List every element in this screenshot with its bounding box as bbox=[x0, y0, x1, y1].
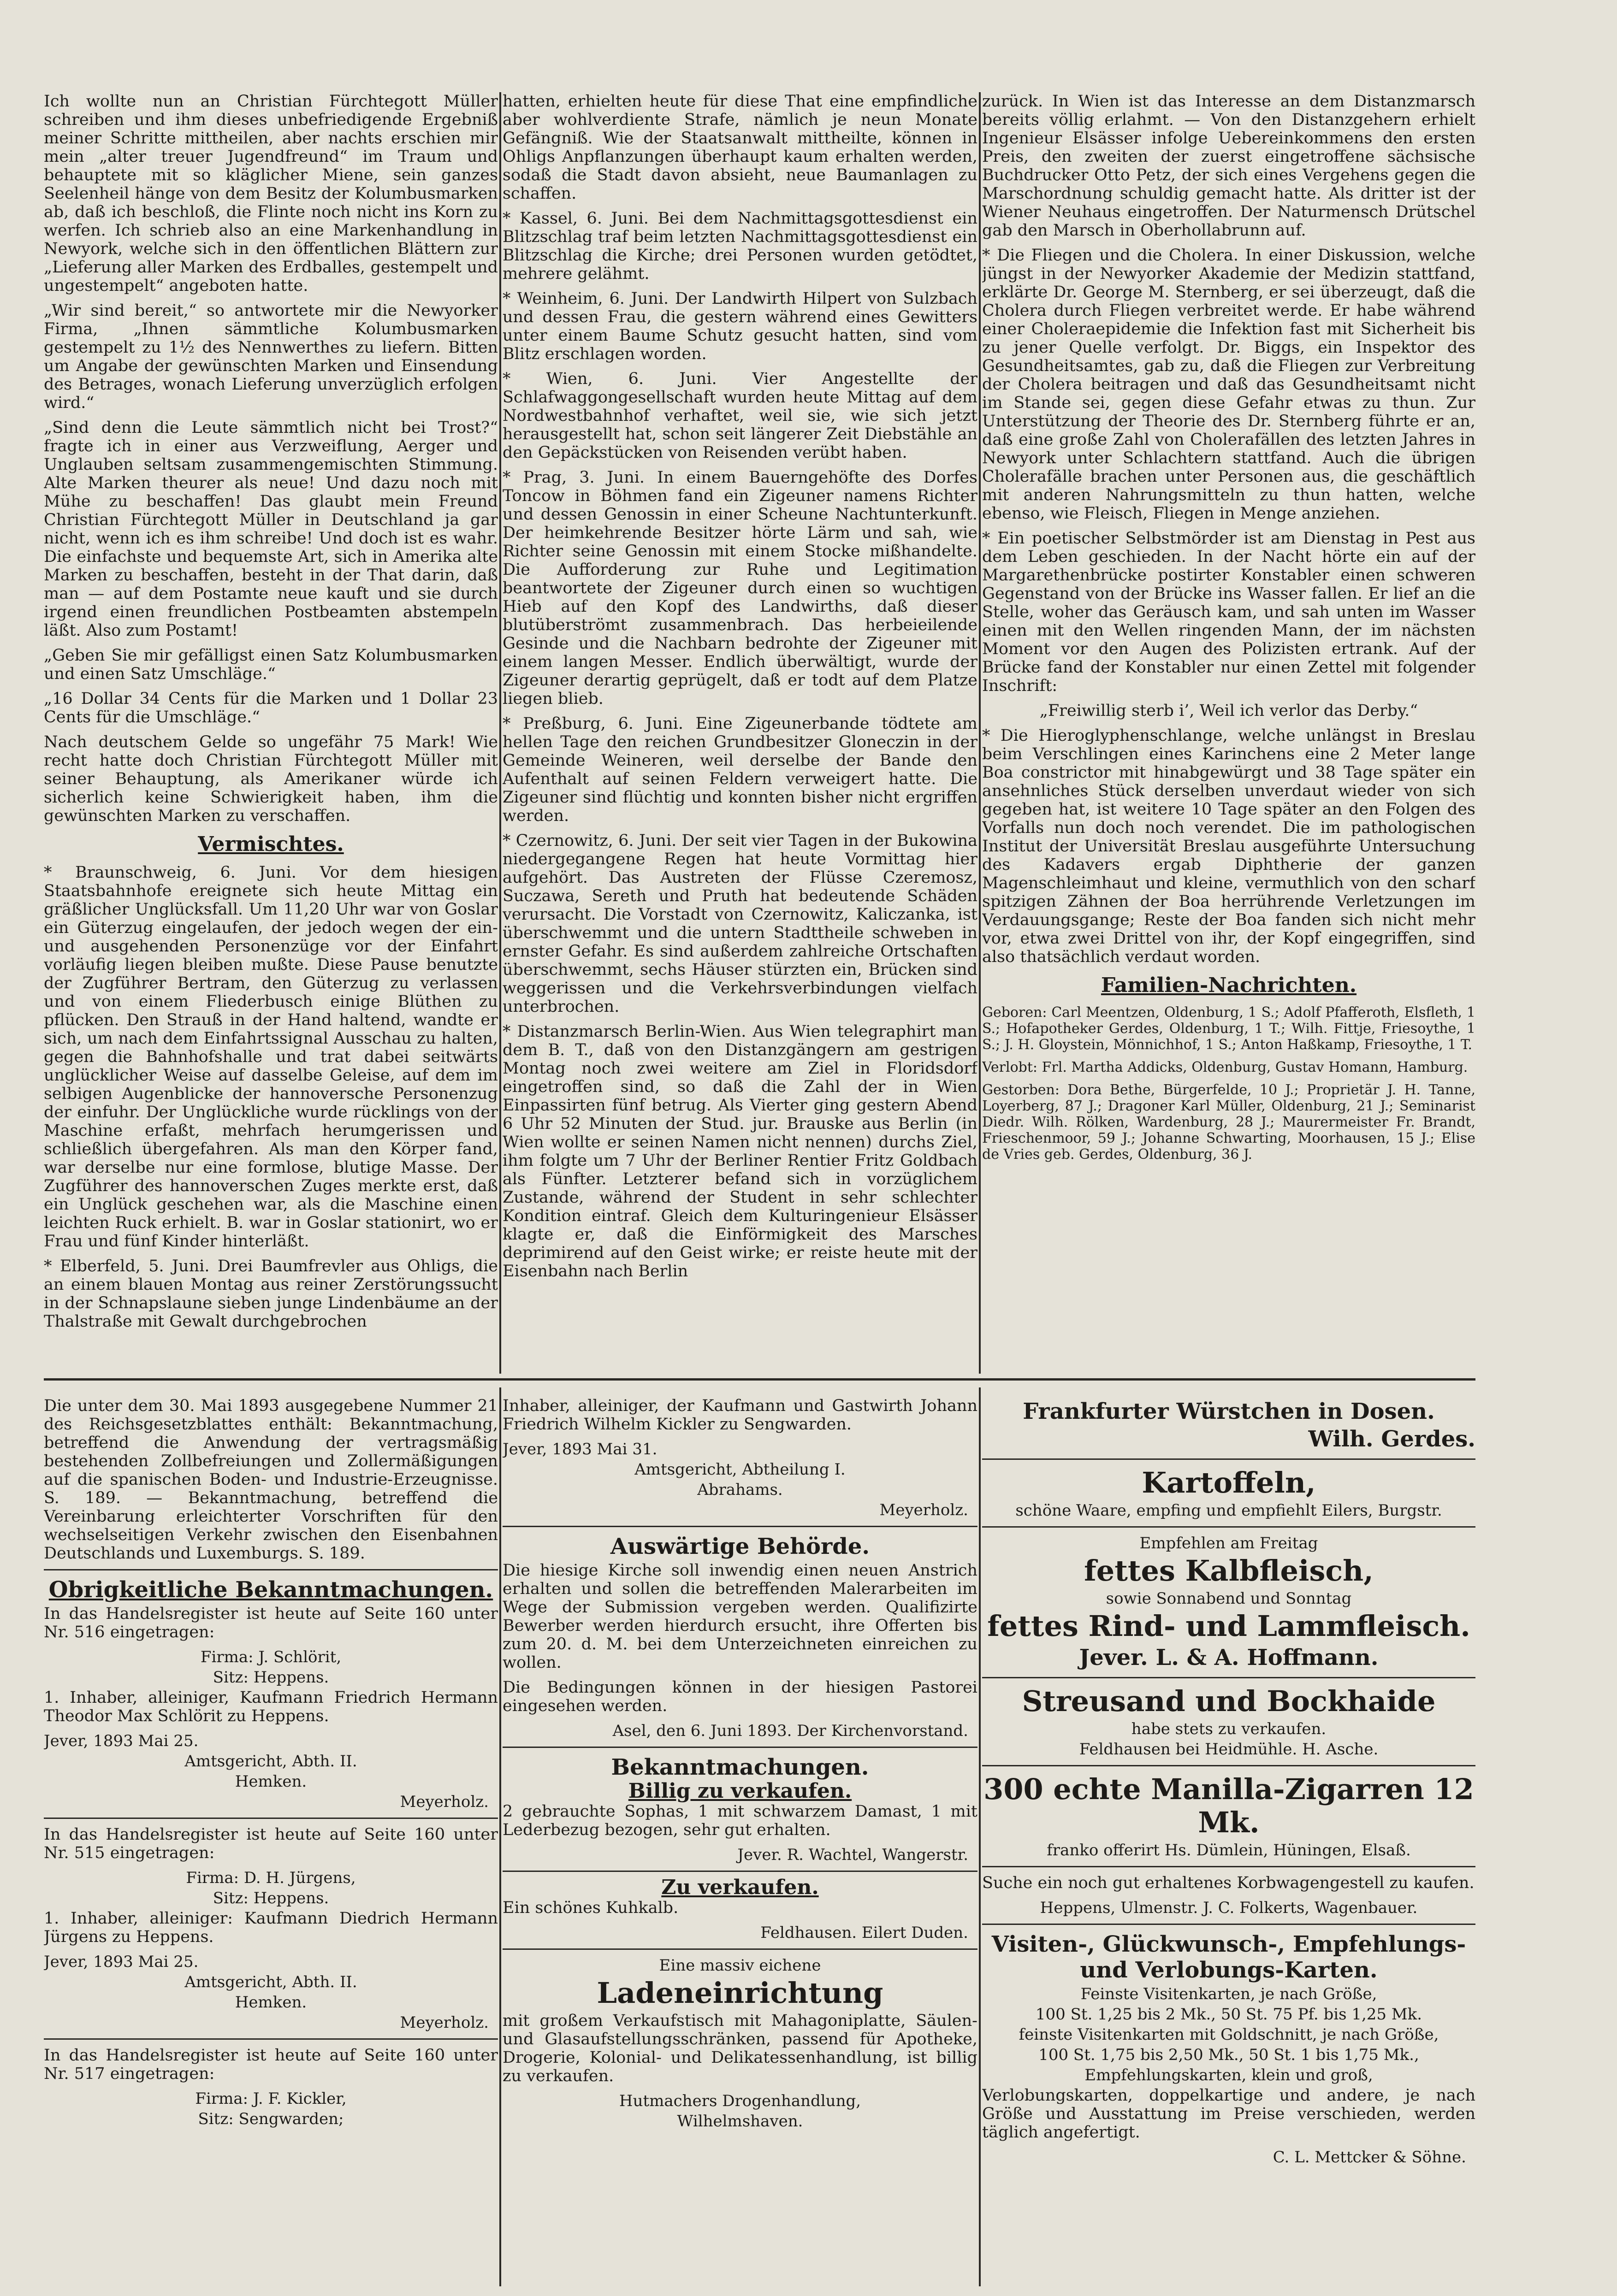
news-item: * Distanzmarsch Berlin-Wien. Aus Wien telegraphirt man dem B. T., daß von den Distanzgängern am gestrigen Montag noch zwei weitere am Ziel in Floridsdorf eingetroffen sind, so daß die Zahl der in Wien Einpassirten fünf betrug. Als Vierter ging gestern Abend 6 Uhr 52 Minuten der Stud. jur. Brauske aus Berlin (in Wien wollte er seinen Namen nicht nennen) durchs Ziel, ihm folgte um 7 Uhr der Berliner Rentier Fritz Goldbach als Fünfter. Letzterer befand sich in vorzüglichem Zustande, während der Student in sehr schlechter Kondition eintraf. Gleich dem Kulturingenieur Elsässer klagte er, daß die Einförmigkeit des Marsches deprimirend auf den Geist wirke; er reiste heute mit der Eisenbahn nach Berlin bbox=[503, 1022, 977, 1281]
ad-cards-line: 100 St. 1,25 bis 2 Mk., 50 St. 75 Pf. bis 1,25 Mk. bbox=[1035, 2005, 1422, 2024]
register-court: Amtsgericht, Abth. II. bbox=[184, 1973, 357, 1991]
register-firm: Firma: D. H. Jürgens, bbox=[186, 1869, 356, 1887]
ad-cards-line: feinste Visitenkarten mit Goldschnitt, je nach Größe, bbox=[1019, 2025, 1439, 2044]
ad-cards-line: 100 St. 1,75 bis 2,50 Mk., 50 St. 1 bis 1,75 Mk., bbox=[1038, 2046, 1419, 2064]
register-entry-text: In das Handelsregister ist heute auf Seite 160 unter Nr. 516 eingetragen: bbox=[44, 1605, 498, 1641]
register-firm: Firma: J. F. Kickler, bbox=[195, 2089, 347, 2108]
divider bbox=[982, 1526, 1475, 1528]
register-date: Jever, 1893 Mai 31. bbox=[503, 1440, 657, 1458]
news-item: zurück. In Wien ist das Interesse an dem Distanzmarsch bereits völlig erlahmt. — Von den Distanzgehern erhielt Ingenieur Elsässer infolge Uebereinkommens den ersten Preis, den zweiten der zuerst eingetroffene sächsische Buchdrucker Otto Petz, der sich eines Vergehens gegen die Marschordnung schuldig gemacht hatte. Als dritter ist der Wiener Neuhaus eingetroffen. Der Naturmensch Drütschel gab den Marsch in Oberhollabrunn auf. bbox=[982, 92, 1475, 240]
family-births: Geboren: Carl Meentzen, Oldenburg, 1 S.; Adolf Pfafferoth, Elsfleth, 1 S.; Hofapotheker Gerdes, Oldenburg, 1 T.; Wilh. Fittje, Friesoythe, 1 S.; J. H. Gloystein, Mönnichhof, 1 S.; Anton Haßkamp, Friesoythe, 1 T. bbox=[982, 1004, 1475, 1053]
ad-shop-place: Wilhelmshaven. bbox=[677, 2112, 803, 2131]
divider bbox=[44, 1569, 498, 1570]
news-item: * Wien, 6. Juni. Vier Angestellte der Schlafwaggongesellschaft wurden heute Mittag auf dem Nordwestbahnhof verhaftet, weil sie, wie sich jetzt herausgestellt hat, schon seit längerer Zeit Diebstähle an den Gepäckstücken von Reisenden verübt haben. bbox=[503, 370, 977, 462]
register-date: Jever, 1893 Mai 25. bbox=[44, 1953, 199, 1971]
poem-quote: „Freiwillig sterb i’, Weil ich verlor das Derby.“ bbox=[1039, 702, 1418, 720]
ad-cards-line: Verlobungskarten, doppelkartige und andere, je nach Größe und Ausstattung im Preise verschieden, werden täglich angefertigt. bbox=[982, 2086, 1475, 2142]
news-item: * Braunschweig, 6. Juni. Vor dem hiesigen Staatsbahnhofe ereignete sich heute Mittag ein gräßlicher Unglücksfall. Um 11,20 Uhr war von Goslar ein Güterzug eingelaufen, der jedoch wegen der ein- und ausgehenden Personenzüge vor der Einfahrt vorläufig liegen bleiben mußte. Diese Pause benutzte der Zugführer Bertram, den Güterzug zu verlassen und von einem Fliederbusch einige Blüthen zu pflücken. Den Strauß in der Hand haltend, wandte er sich, um nach dem Einfahrtssignal Ausschau zu halten, gegen die Bahnhofshalle und trat dabei seitwärts unglücklicher Weise auf dasselbe Geleise, auf dem im selbigen Augenblicke der hannoversche Personenzug der einfuhr. Der Unglückliche wurde rücklings von der Maschine erfaßt, mehrfach herumgerissen und schließlich übergefahren. Als man den Körper fand, war derselbe nur eine formlose, blutige Masse. Der Zugführer des hannoverschen Zuges merkte erst, daß ein Unglück geschehen war, als die Maschine einen leichten Ruck erhielt. B. war in Goslar stationirt, wo er Frau und fünf Kinder hinterläßt. bbox=[44, 863, 498, 1251]
notices-column-1 bbox=[44, 1397, 498, 2286]
ad-heading-for-sale: Zu verkaufen. bbox=[661, 1876, 819, 1899]
ad-cart-text: Suche ein noch gut erhaltenes Korbwagengestell zu kaufen. bbox=[982, 1874, 1475, 1892]
church-signature: Asel, den 6. Juni 1893. Der Kirchenvorstand. bbox=[612, 1722, 968, 1740]
family-engagements: Verlobt: Frl. Martha Addicks, Oldenburg, Gustav Homann, Hamburg. bbox=[982, 1059, 1468, 1075]
ads-column-3 bbox=[982, 1397, 1475, 2286]
foreign-authority-heading: Auswärtige Behörde. bbox=[610, 1534, 870, 1559]
register-owner: 1. Inhaber, alleiniger, Kaufmann Friedrich Hermann Theodor Max Schlörit zu Heppens. bbox=[44, 1688, 498, 1725]
ad-calf-signature: Feldhausen. Eilert Duden. bbox=[760, 1924, 968, 1942]
news-item: * Weinheim, 6. Juni. Der Landwirth Hilpert von Sulzbach und dessen Frau, die gestern während eines Gewitters unter einem Baume Schutz gesucht hatten, sind vom Blitz erschlagen worden. bbox=[503, 289, 977, 363]
article-column-1 bbox=[44, 92, 498, 1374]
ad-potatoes-title: Kartoffeln, bbox=[1142, 1466, 1316, 1499]
column-rule bbox=[499, 92, 501, 1374]
news-item: * Preßburg, 6. Juni. Eine Zigeunerbande tödtete am hellen Tage den reichen Grundbesitzer Gloneczin in der Gemeinde Weineren, weil derselbe der Bande den Aufenthalt auf seinen Feldern verweigert hatte. Die Zigeuner sind flüchtig und konnten bisher nicht ergriffen werden. bbox=[503, 714, 977, 825]
official-notices-heading: Obrigkeitliche Bekanntmachungen. bbox=[48, 1577, 493, 1603]
notices-column-2 bbox=[503, 1397, 977, 2286]
divider bbox=[982, 1924, 1475, 1925]
ad-shop-text: mit großem Verkaufstisch mit Mahagoniplatte, Säulen- und Glasaufstellungsschränken, passend für Apotheke, Drogerie, Kolonial- und Delikatessenhandlung, ist billig zu verkaufen. bbox=[503, 2012, 977, 2085]
register-entry-text: In das Handelsregister ist heute auf Seite 160 unter Nr. 517 eingetragen: bbox=[44, 2046, 498, 2083]
divider bbox=[503, 1747, 977, 1748]
section-heading-vermischtes: Vermischtes. bbox=[198, 832, 344, 856]
news-item: * Die Hieroglyphenschlange, welche unlängst in Breslau beim Verschlingen eines Karinchens eine 2 Meter lange Boa constrictor mit hinabgewürgt und 38 Tage später ein ansehnliches Stück derselben unverdaut wieder von sich gegeben hat, ist weitere 10 Tage später an den Folgen des Vorfalls nun doch noch verendet. Die im pathologischen Institut der Universität Breslau ausgeführte Untersuchung des Kadavers ergab Diphtherie der ganzen Magenschleimhaut und kleine, vermuthlich von den scharf spitzigen Zähnen der Boa herrührende Verletzungen im Verdauungsgange; Reste der Boa fanden sich nicht mehr vor, etwa zwei Drittel von ihr, der Kopf eingegriffen, sind also thatsächlich verdaut worden. bbox=[982, 726, 1475, 966]
family-deaths: Gestorben: Dora Bethe, Bürgerfelde, 10 J.; Proprietär J. H. Tanne, Loyerberg, 87 J.; Dragoner Karl Müller, Oldenburg, 21 J.; Seminarist Diedr. Wilh. Rölken, Wardenburg, 28 J.; Maurermeister Fr. Brandt, Frieschenmoor, 59 J.; Johanne Schwarting, Moorhausen, 15 J.; Elise de Vries geb. Gerdes, Oldenburg, 36 J. bbox=[982, 1082, 1475, 1163]
ad-sausages-title: Frankfurter Würstchen in Dosen. bbox=[1023, 1399, 1435, 1424]
divider bbox=[982, 1866, 1475, 1867]
news-item: hatten, erhielten heute für diese That eine empfindliche aber wohlverdiente Strafe, nämlich je neun Monate Gefängniß. Wie der Staatsanwalt mittheilte, können in Ohligs Anpflanzungen überhaupt kaum erhalten werden, sodaß die Stadt davon absieht, neue Baumanlagen zu schaffen. bbox=[503, 92, 977, 203]
register-seat: Sitz: Heppens. bbox=[213, 1668, 329, 1687]
ad-sausages-signature: Wilh. Gerdes. bbox=[1308, 1426, 1475, 1452]
register-judge: Abrahams. bbox=[697, 1481, 783, 1499]
register-date: Jever, 1893 Mai 25. bbox=[44, 1732, 199, 1750]
ad-sand-text: habe stets zu verkaufen. bbox=[1131, 1720, 1327, 1738]
register-court: Amtsgericht, Abth. II. bbox=[184, 1752, 357, 1771]
ad-sofas-signature: Jever. R. Wachtel, Wangerstr. bbox=[737, 1846, 968, 1864]
divider bbox=[503, 1871, 977, 1872]
article-paragraph: „16 Dollar 34 Cents für die Marken und 1 Dollar 23 Cents für die Umschläge.“ bbox=[44, 690, 498, 726]
ad-meat-intro: Empfehlen am Freitag bbox=[1139, 1534, 1318, 1552]
ad-meat-days: sowie Sonnabend und Sonntag bbox=[1106, 1589, 1352, 1608]
ad-meat-signature: Jever. L. & A. Hoffmann. bbox=[1079, 1645, 1379, 1670]
register-owner: 1. Inhaber, alleiniger: Kaufmann Diedrich Hermann Jürgens zu Heppens. bbox=[44, 1909, 498, 1946]
divider bbox=[503, 1526, 977, 1527]
divider bbox=[44, 2038, 498, 2040]
register-court: Amtsgericht, Abtheilung I. bbox=[634, 1460, 846, 1479]
register-signature: Meyerholz. bbox=[400, 1793, 489, 1811]
register-judge: Hemken. bbox=[235, 1993, 307, 2012]
article-paragraph: „Wir sind bereit,“ so antwortete mir die Newyorker Firma, „Ihnen sämmtliche Kolumbusmarken gestempelt zu 1½ des Nennwerthes zu liefern. Bitten um Angabe der gewünschten Marken und Einsendung des Betrages, wonach Lieferung unverzüglich erfolgen wird.“ bbox=[44, 301, 498, 412]
divider bbox=[982, 1677, 1475, 1678]
reichsgesetzblatt-notice: Die unter dem 30. Mai 1893 ausgegebene Nummer 21 des Reichsgesetzblattes enthält: Bekanntmachung, betreffend die Anwendung der vertragsmäßig bestehenden Zollbefreiungen und Zollermäßigungen auf die spanischen Boden- und Industrie-Erzeugnisse. S. 189. — Bekanntmachung, betreffend die Vereinbarung erleichterter Vorschriften für den wechselseitigen Verkehr zwischen den Eisenbahnen Deutschlands und Luxemburgs. S. 189. bbox=[44, 1397, 498, 1563]
ad-potatoes-text: schöne Waare, empfing und empfiehlt Eilers, Burgstr. bbox=[1015, 1501, 1442, 1520]
column-rule bbox=[979, 1387, 981, 2286]
ad-cart-signature: Heppens, Ulmenstr. J. C. Folkerts, Wagenbauer. bbox=[1040, 1899, 1418, 1917]
ad-cards-line: Empfehlungskarten, klein und groß, bbox=[1084, 2066, 1373, 2084]
ad-cards-signature: C. L. Mettcker & Söhne. bbox=[1273, 2148, 1466, 2166]
church-conditions-text: Die Bedingungen können in der hiesigen Pastorei eingesehen werden. bbox=[503, 1678, 977, 1715]
ad-veal-title: fettes Kalbfleisch, bbox=[1084, 1554, 1374, 1588]
ad-sand-title: Streusand und Bockhaide bbox=[1022, 1684, 1436, 1718]
ad-beef-lamb-title: fettes Rind- und Lammfleisch. bbox=[987, 1609, 1470, 1643]
news-item: * Die Fliegen und die Cholera. In einer Diskussion, welche jüngst in der Newyorker Akademie der Medizin stattfand, erklärte Dr. George M. Sternberg, er sei überzeugt, daß die Cholera durch Fliegen verbreitet werde. Er habe während einer Choleraepidemie die Infektion fast mit Sicherheit bis zu jener Quelle verfolgt. Dr. Biggs, ein Inspektor des Gesundheitsamtes, gab zu, daß die Fliegen zur Verbreitung der Cholera beitragen und daß das Gesundheitsamt nicht im Stande sei, gegen diese Gefahr etwas zu thun. Zur Unterstützung der Theorie des Dr. Sternberg führte er an, daß eine große Zahl von Cholerafällen des letzten Jahres in Newyork unter Schlachtern stattfand. Auch die übrigen Cholerafälle brachen unter Personen aus, die geschäftlich mit anderen Nahrungsmitteln zu thun hatten, welche ebenso, wie Fleisch, Fliegen in Menge anziehen. bbox=[982, 246, 1475, 523]
article-column-2 bbox=[503, 92, 977, 1374]
column-rule bbox=[499, 1387, 501, 2286]
register-entry-text: In das Handelsregister ist heute auf Seite 160 unter Nr. 515 eingetragen: bbox=[44, 1825, 498, 1862]
divider bbox=[982, 1458, 1475, 1460]
register-judge: Hemken. bbox=[235, 1772, 307, 1791]
news-item: * Ein poetischer Selbstmörder ist am Dienstag in Pest aus dem Leben geschieden. In der Nacht hörte ein auf der Margarethenbrücke postirter Konstabler einen schweren Gegenstand von der Brücke ins Wasser fallen. Er lief an die Stelle, woher das Geräusch kam, und sah unten im Wasser einen mit den Wellen ringenden Mann, der im nächsten Moment vor den Augen des Polizisten ertrank. Auf der Brücke fand der Konstabler nur einen Zettel mit folgender Inschrift: bbox=[982, 529, 1475, 695]
ad-calf-text: Ein schönes Kuhkalb. bbox=[503, 1899, 679, 1917]
register-owner: Inhaber, alleiniger, der Kaufmann und Gastwirth Johann Friedrich Wilhelm Kickler zu Sengwarden. bbox=[503, 1397, 977, 1434]
article-paragraph: „Sind denn die Leute sämmtlich nicht bei Trost?“ fragte ich in einer aus Verzweiflung, Aerger und Unglauben seltsam zusammengemischten Stimmung. Alte Marken theurer als neue! Und dazu noch mit Mühe zu beschaffen! Das glaubt mein Freund Christian Fürchtegott Müller in Deutschland ja gar nicht, wenn ich es ihm schreibe! Und doch ist es wahr. Die einfachste und bequemste Art, sich in Amerika alte Marken zu beschaffen, besteht in der That darin, daß man — auf dem Postamte neue kauft und sie durch irgend einen freundlichen Postbeamten abstempeln läßt. Also zum Postamt! bbox=[44, 419, 498, 640]
section-rule bbox=[44, 1378, 1475, 1381]
church-submission-text: Die hiesige Kirche soll inwendig einen neuen Anstrich erhalten und sollen die betreffenden Malerarbeiten im Wege der Submission vergeben werden. Qualifizirte Bewerber werden hierdurch ersucht, ihre Offerten bis zum 20. d. M. bei dem Unterzeichneten einreichen zu wollen. bbox=[503, 1561, 977, 1672]
news-item: * Kassel, 6. Juni. Bei dem Nachmittagsgottesdienst ein Blitzschlag traf beim letzten Nachmittagsgottesdienst ein Blitzschlag die Kirche; drei Personen wurden getödtet, mehrere gelähmt. bbox=[503, 209, 977, 283]
column-rule bbox=[979, 92, 981, 1374]
ad-cards-line: Feinste Visitenkarten, je nach Größe, bbox=[1080, 1985, 1377, 2003]
ad-cigars-title: 300 echte Manilla-Zigarren 12 Mk. bbox=[983, 1772, 1474, 1839]
register-signature: Meyerholz. bbox=[879, 1501, 968, 1519]
article-paragraph: „Geben Sie mir gefälligst einen Satz Kolumbusmarken und einen Satz Umschläge.“ bbox=[44, 646, 498, 683]
article-column-3 bbox=[982, 92, 1475, 1374]
ad-cards-title: Visiten-, Glückwunsch-, Empfehlungs- und Verlobungs-Karten. bbox=[991, 1931, 1466, 1983]
divider bbox=[44, 1818, 498, 1819]
ad-shop-intro: Eine massiv eichene bbox=[659, 1956, 821, 1975]
register-seat: Sitz: Sengwarden; bbox=[198, 2110, 344, 2128]
ad-sofas-text: 2 gebrauchte Sophas, 1 mit schwarzem Damast, 1 mit Lederbezug bezogen, sehr gut erhalten. bbox=[503, 1802, 977, 1839]
news-item: * Czernowitz, 6. Juni. Der seit vier Tagen in der Bukowina niedergegangene Regen hat heute Vormittag hier aufgehört. Das Austreten der Flüsse Czeremosz, Suczawa, Sereth und Pruth hat bedeutende Schäden verursacht. Die Vorstadt von Czernowitz, Kaliczanka, ist überschwemmt und die untern Stadttheile schweben in ernster Gefahr. Es sind außerdem zahlreiche Ortschaften überschwemmt, sechs Häuser stürzten ein, Brücken sind weggerissen und die Verkehrsverbindungen vielfach unterbrochen. bbox=[503, 832, 977, 1016]
ad-cigars-text: franko offerirt Hs. Dümlein, Hüningen, Elsaß. bbox=[1047, 1841, 1411, 1859]
ad-shop-signature: Hutmachers Drogenhandlung, bbox=[619, 2092, 861, 2110]
announcements-heading: Bekanntmachungen. bbox=[611, 1754, 869, 1780]
ad-shop-heading: Ladeneinrichtung bbox=[597, 1976, 883, 2010]
section-heading-familien: Familien-Nachrichten. bbox=[1101, 974, 1357, 997]
ad-heading-cheap-sale: Billig zu verkaufen. bbox=[628, 1779, 852, 1803]
register-seat: Sitz: Heppens. bbox=[213, 1889, 329, 1907]
register-firm: Firma: J. Schlörit, bbox=[200, 1648, 342, 1666]
news-item: * Prag, 3. Juni. In einem Bauerngehöfte des Dorfes Toncow in Böhmen fand ein Zigeuner namens Richter und dessen Genossin in einer Scheune Nachtunterkunft. Der heimkehrende Besitzer hörte Lärm und sah, wie Richter seine Genossin mit einem Stocke mißhandelte. Die Aufforderung zur Ruhe und Legitimation beantwortete der Zigeuner durch einen so wuchtigen Hieb auf den Kopf des Landwirths, daß dieser blutüberströmt zusammenbrach. Das herbeieilende Gesinde und die Nachbarn bedrohte der Zigeuner mit einem langen Messer. Endlich überwältigt, wurde der Zigeuner derartig geprügelt, daß er todt auf dem Platze liegen blieb. bbox=[503, 468, 977, 708]
divider bbox=[503, 1948, 977, 1950]
ad-sand-signature: Feldhausen bei Heidmühle. H. Asche. bbox=[1079, 1740, 1379, 1759]
register-signature: Meyerholz. bbox=[400, 2013, 489, 2032]
divider bbox=[982, 1765, 1475, 1766]
article-paragraph: Nach deutschem Gelde so ungefähr 75 Mark! Wie recht hatte doch Christian Fürchtegott Müller mit seiner Behauptung, als Amerikaner würde ich sicherlich keine Schwierigkeit haben, ihm die gewünschten Marken zu verschaffen. bbox=[44, 733, 498, 825]
article-paragraph: Ich wollte nun an Christian Fürchtegott Müller schreiben und ihm dieses unbefriedigende Ergebniß meiner Schritte mittheilen, aber nachts erschien mir mein „alter treuer Jugendfreund“ im Traum und behauptete mit so kläglicher Miene, sein ganzes Seelenheil hänge von dem Besitz der Kolumbusmarken ab, daß ich beschloß, die Flinte noch nicht ins Korn zu werfen. Ich schrieb also an eine Markenhandlung in Newyork, welche sich in den öffentlichen Blättern zur „Lieferung aller Marken des Erdballes, gestempelt und ungestempelt“ angeboten hatte. bbox=[44, 92, 498, 295]
news-item: * Elberfeld, 5. Juni. Drei Baumfrevler aus Ohligs, die an einem blauen Montag aus reiner Zerstörungssucht in der Schnapslaune sieben junge Lindenbäume an der Thalstraße mit Gewalt durchgebrochen bbox=[44, 1257, 498, 1331]
